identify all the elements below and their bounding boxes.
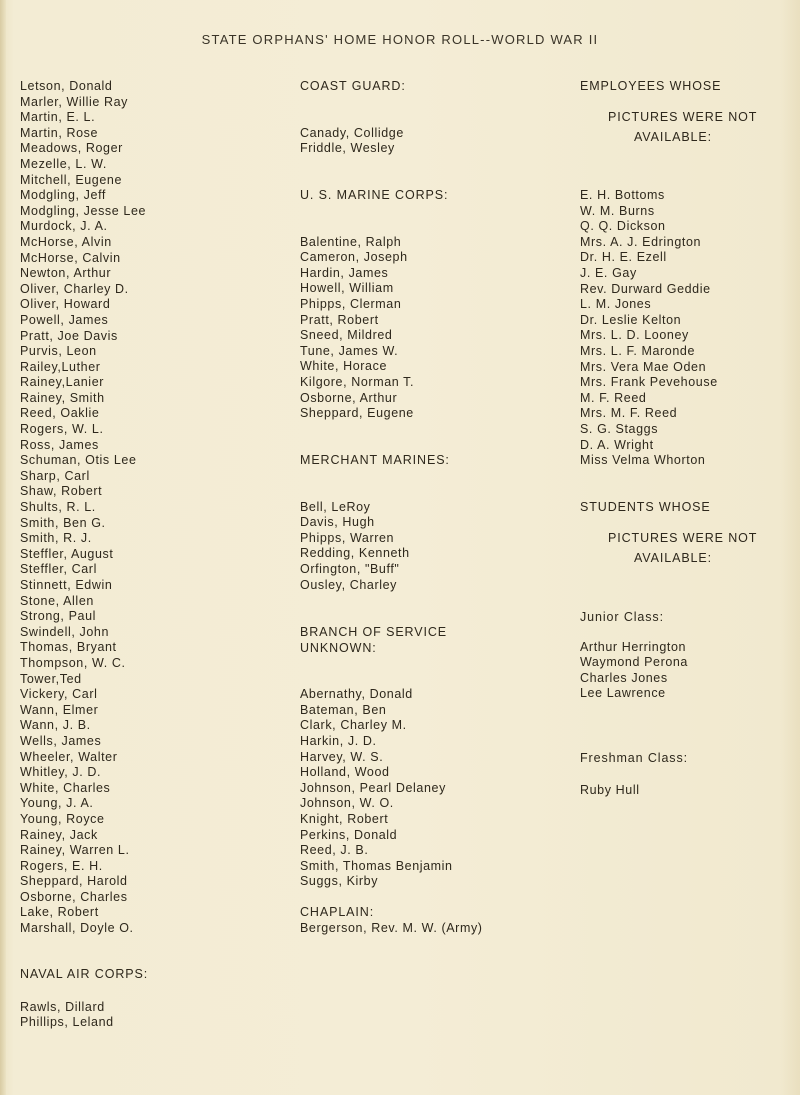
honoree-name: Wann, Elmer	[20, 702, 99, 717]
honoree-name: Osborne, Charles	[20, 889, 128, 904]
marine-name: Hardin, James	[300, 265, 389, 280]
marine-name: Pratt, Robert	[300, 312, 379, 327]
honoree-name: Rogers, E. H.	[20, 858, 103, 873]
honoree-name: Letson, Donald	[20, 79, 113, 93]
honoree-name: Wheeler, Walter	[20, 749, 118, 764]
honoree-name: Young, Royce	[20, 811, 105, 826]
marine-name: Kilgore, Norman T.	[300, 374, 415, 389]
employee-name: Mrs. Frank Pevehouse	[580, 375, 718, 390]
naval-air-name: Phillips, Leland	[20, 1015, 114, 1030]
employee-name: Q. Q. Dickson	[580, 219, 666, 234]
coast-guard-name: Canady, Collidge	[300, 125, 404, 140]
coast-guard-list	[300, 126, 406, 157]
junior-student-name: Charles Jones	[580, 670, 668, 685]
employee-name: Mrs. A. J. Edrington	[580, 234, 702, 249]
honoree-name: Steffler, Carl	[20, 562, 97, 577]
honoree-name: Oliver, Charley D.	[20, 281, 129, 296]
honoree-name: Stone, Allen	[20, 593, 94, 608]
chaplain-section	[300, 905, 483, 936]
marines-section	[300, 188, 448, 422]
honoree-name: Mezelle, L. W.	[20, 156, 107, 171]
marines-list	[300, 235, 448, 422]
employee-name: Mrs. L. D. Looney	[580, 328, 689, 343]
unknown-heading-1: BRANCH OF SERVICE	[300, 625, 448, 639]
honoree-name: Lake, Robert	[20, 905, 99, 920]
honoree-name: Rogers, W. L.	[20, 422, 104, 437]
junior-section	[580, 610, 688, 702]
merchant-marine-name: Ousley, Charley	[300, 577, 397, 592]
chaplain-heading: CHAPLAIN:	[300, 905, 375, 919]
page-edge	[0, 0, 6, 1095]
unknown-branch-name: Holland, Wood	[300, 765, 390, 780]
unknown-branch-name: Smith, Thomas Benjamin	[300, 858, 453, 873]
junior-student-name: Arthur Herrington	[580, 639, 687, 654]
honoree-name: Shults, R. L.	[20, 500, 96, 515]
employee-name: L. M. Jones	[580, 297, 652, 312]
employees-section	[580, 79, 780, 146]
honoree-name: Schuman, Otis Lee	[20, 453, 137, 468]
merchant-marine-name: Phipps, Warren	[300, 530, 395, 545]
left-column	[20, 79, 146, 937]
unknown-branch-name: Johnson, W. O.	[300, 796, 394, 811]
employees-heading-3: AVAILABLE:	[634, 130, 713, 145]
honoree-name: Sheppard, Harold	[20, 874, 128, 889]
employee-name: E. H. Bottoms	[580, 188, 665, 202]
freshman-list	[580, 783, 688, 799]
merchant-marine-name: Bell, LeRoy	[300, 499, 371, 514]
honoree-name: Martin, E. L.	[20, 110, 96, 125]
honoree-name: Stinnett, Edwin	[20, 578, 113, 592]
honoree-name: Newton, Arthur	[20, 266, 112, 281]
marine-name: Tune, James W.	[300, 343, 399, 358]
page-title: STATE ORPHANS' HOME HONOR ROLL--WORLD WAR II	[201, 32, 599, 47]
honoree-name: Marler, Willie Ray	[20, 94, 129, 109]
marine-name: White, Horace	[300, 359, 387, 374]
naval-air-list	[20, 1000, 148, 1031]
unknown-branch-name: Abernathy, Donald	[300, 687, 413, 702]
merchant-section	[300, 453, 450, 593]
honoree-name: Steffler, August	[20, 546, 114, 561]
honoree-name: Pratt, Joe Davis	[20, 328, 118, 343]
honoree-name: Rainey,Lanier	[20, 375, 105, 390]
honoree-name: Wann, J. B.	[20, 718, 91, 733]
unknown-branch-name: Suggs, Kirby	[300, 874, 379, 889]
honoree-name: Strong, Paul	[20, 609, 96, 624]
unknown-branch-name: Harkin, J. D.	[300, 733, 377, 748]
honoree-name: Railey,Luther	[20, 359, 101, 374]
honoree-name: Thomas, Bryant	[20, 640, 117, 655]
coast-guard-name: Friddle, Wesley	[300, 141, 395, 156]
employee-name: D. A. Wright	[580, 437, 654, 452]
honoree-name: Martin, Rose	[20, 125, 99, 140]
honoree-name: Murdock, J. A.	[20, 219, 108, 234]
junior-heading: Junior Class:	[580, 610, 664, 624]
merchant-marine-name: Redding, Kenneth	[300, 546, 410, 561]
employee-name: Miss Velma Whorton	[580, 453, 706, 468]
honoree-name: Rainey, Warren L.	[20, 843, 130, 858]
naval-air-name: Rawls, Dillard	[20, 999, 105, 1014]
left-name-list	[20, 79, 146, 937]
merchant-marine-name: Orfington, "Buff"	[300, 561, 400, 576]
marine-name: Phipps, Clerman	[300, 296, 402, 311]
honoree-name: Rainey, Smith	[20, 390, 105, 405]
honoree-name: Shaw, Robert	[20, 484, 103, 499]
unknown-branch-name: Harvey, W. S.	[300, 749, 384, 764]
honoree-name: Whitley, J. D.	[20, 765, 102, 780]
employee-name: Dr. H. E. Ezell	[580, 250, 667, 265]
employee-name: M. F. Reed	[580, 390, 647, 405]
unknown-heading-2: UNKNOWN:	[300, 640, 377, 655]
employees-heading-2: PICTURES WERE NOT	[608, 109, 758, 124]
honoree-name: Marshall, Doyle O.	[20, 921, 134, 936]
marine-name: Osborne, Arthur	[300, 390, 398, 405]
employees-list	[580, 188, 718, 469]
employees-list-wrap	[580, 188, 718, 469]
students-heading-3: AVAILABLE:	[634, 551, 713, 566]
honoree-name: Smith, R. J.	[20, 531, 92, 546]
unknown-section	[300, 625, 453, 890]
honoree-name: Modgling, Jesse Lee	[20, 203, 147, 218]
honoree-name: Thompson, W. C.	[20, 655, 126, 670]
students-section	[580, 500, 780, 567]
honoree-name: Powell, James	[20, 312, 109, 327]
coast-guard-heading: COAST GUARD:	[300, 79, 406, 93]
employee-name: S. G. Staggs	[580, 421, 659, 436]
unknown-branch-name: Perkins, Donald	[300, 827, 398, 842]
junior-student-name: Lee Lawrence	[580, 686, 666, 701]
freshman-heading: Freshman Class:	[580, 751, 688, 765]
naval-air-section	[20, 967, 148, 1031]
employee-name: W. M. Burns	[580, 203, 655, 218]
freshman-student-name: Ruby Hull	[580, 782, 640, 797]
students-heading-2: PICTURES WERE NOT	[608, 530, 758, 545]
employee-name: Rev. Durward Geddie	[580, 281, 711, 296]
honoree-name: Wells, James	[20, 733, 102, 748]
marine-name: Cameron, Joseph	[300, 250, 408, 265]
honoree-name: Mitchell, Eugene	[20, 172, 123, 187]
honoree-name: Meadows, Roger	[20, 141, 123, 156]
naval-air-heading: NAVAL AIR CORPS:	[20, 967, 149, 981]
chaplain-name: Bergerson, Rev. M. W. (Army)	[300, 920, 483, 935]
marines-heading: U. S. MARINE CORPS:	[300, 188, 449, 202]
unknown-branch-name: Reed, J. B.	[300, 843, 369, 858]
marine-name: Sneed, Mildred	[300, 328, 393, 343]
honoree-name: Modgling, Jeff	[20, 188, 106, 203]
honoree-name: McHorse, Alvin	[20, 234, 112, 249]
honoree-name: Smith, Ben G.	[20, 515, 106, 530]
employee-name: Mrs. M. F. Reed	[580, 406, 678, 421]
junior-list	[580, 640, 688, 702]
honoree-name: Purvis, Leon	[20, 344, 97, 359]
honoree-name: Reed, Oaklie	[20, 406, 100, 421]
honoree-name: Sharp, Carl	[20, 468, 90, 483]
honoree-name: Swindell, John	[20, 624, 110, 639]
marine-name: Howell, William	[300, 281, 394, 296]
freshman-section	[580, 751, 688, 798]
honoree-name: Oliver, Howard	[20, 297, 111, 312]
unknown-list	[300, 687, 453, 890]
employee-name: Mrs. Vera Mae Oden	[580, 359, 707, 374]
honoree-name: Young, J. A.	[20, 796, 94, 811]
coast-guard-section	[300, 79, 406, 157]
unknown-branch-name: Knight, Robert	[300, 811, 389, 826]
students-heading-1: STUDENTS WHOSE	[580, 500, 711, 514]
employee-name: Mrs. L. F. Maronde	[580, 343, 695, 358]
marine-name: Sheppard, Eugene	[300, 406, 414, 421]
junior-student-name: Waymond Perona	[580, 655, 688, 670]
merchant-heading: MERCHANT MARINES:	[300, 453, 450, 467]
honoree-name: Ross, James	[20, 437, 99, 452]
unknown-branch-name: Bateman, Ben	[300, 702, 387, 717]
merchant-list	[300, 500, 450, 594]
honoree-name: Vickery, Carl	[20, 687, 98, 702]
unknown-branch-name: Clark, Charley M.	[300, 718, 407, 733]
honoree-name: McHorse, Calvin	[20, 250, 121, 265]
employees-heading-1: EMPLOYEES WHOSE	[580, 79, 722, 93]
honoree-name: White, Charles	[20, 780, 111, 795]
employee-name: Dr. Leslie Kelton	[580, 312, 682, 327]
merchant-marine-name: Davis, Hugh	[300, 515, 375, 530]
unknown-branch-name: Johnson, Pearl Delaney	[300, 780, 446, 795]
marine-name: Balentine, Ralph	[300, 234, 402, 249]
honoree-name: Tower,Ted	[20, 671, 82, 686]
honoree-name: Rainey, Jack	[20, 827, 98, 842]
employee-name: J. E. Gay	[580, 265, 637, 280]
